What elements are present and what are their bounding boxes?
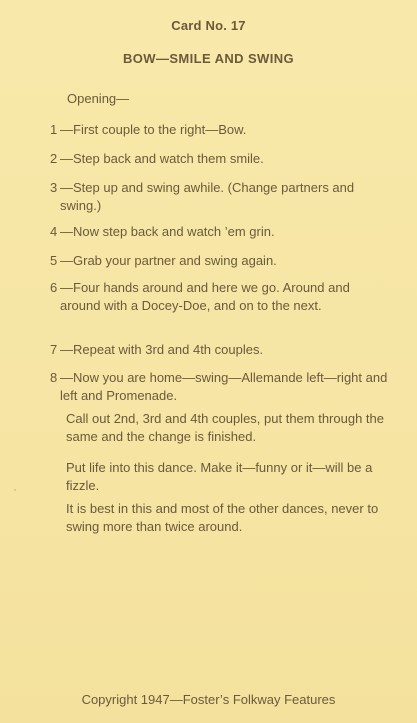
card-number: Card No. 17 (171, 18, 246, 33)
step-number: 5 (50, 253, 58, 268)
paragraph-put-life (50, 459, 392, 495)
step-text: —Grab your partner and swing again. (60, 253, 277, 268)
step-number: 3 (50, 180, 58, 195)
paragraph-best (50, 500, 392, 536)
step-number: 2 (50, 151, 58, 166)
step-text: —Repeat with 3rd and 4th couples. (60, 342, 264, 357)
step-number: 8 (50, 370, 58, 385)
step-number: 1 (50, 122, 58, 137)
step-text: —Step back and watch them smile. (60, 151, 264, 166)
step-text: —Four hands around and here we go. Around and around with a Docey-Doe, and on to the next. (60, 280, 350, 313)
step-text: —Now step back and watch ’em grin. (60, 224, 275, 239)
step-text: —First couple to the right—Bow. (60, 122, 247, 137)
step-number: 4 (50, 224, 58, 239)
opening-label: Opening— (67, 91, 130, 106)
step-text: —Step up and swing awhile. (Change partners and swing.) (60, 180, 355, 213)
step-number: 7 (50, 342, 58, 357)
copyright-line: Copyright 1947—Foster’s Folkway Features (81, 692, 336, 707)
paragraph-text: Put life into this dance. Make it—funny or it—will be a fizzle. (66, 460, 373, 493)
dance-title: BOW—SMILE AND SWING (122, 51, 295, 66)
paragraph-text: It is best in this and most of the other dances, never to swing more than twice around. (66, 501, 379, 534)
paper-speck (14, 489, 16, 491)
step-number: 6 (50, 280, 58, 295)
step-text: —Now you are home—swing—Allemande left—right and left and Promenade. (60, 370, 388, 403)
paragraph-text: Call out 2nd, 3rd and 4th couples, put them through the same and the change is finished. (66, 411, 384, 444)
paragraph-call-out (50, 410, 392, 446)
